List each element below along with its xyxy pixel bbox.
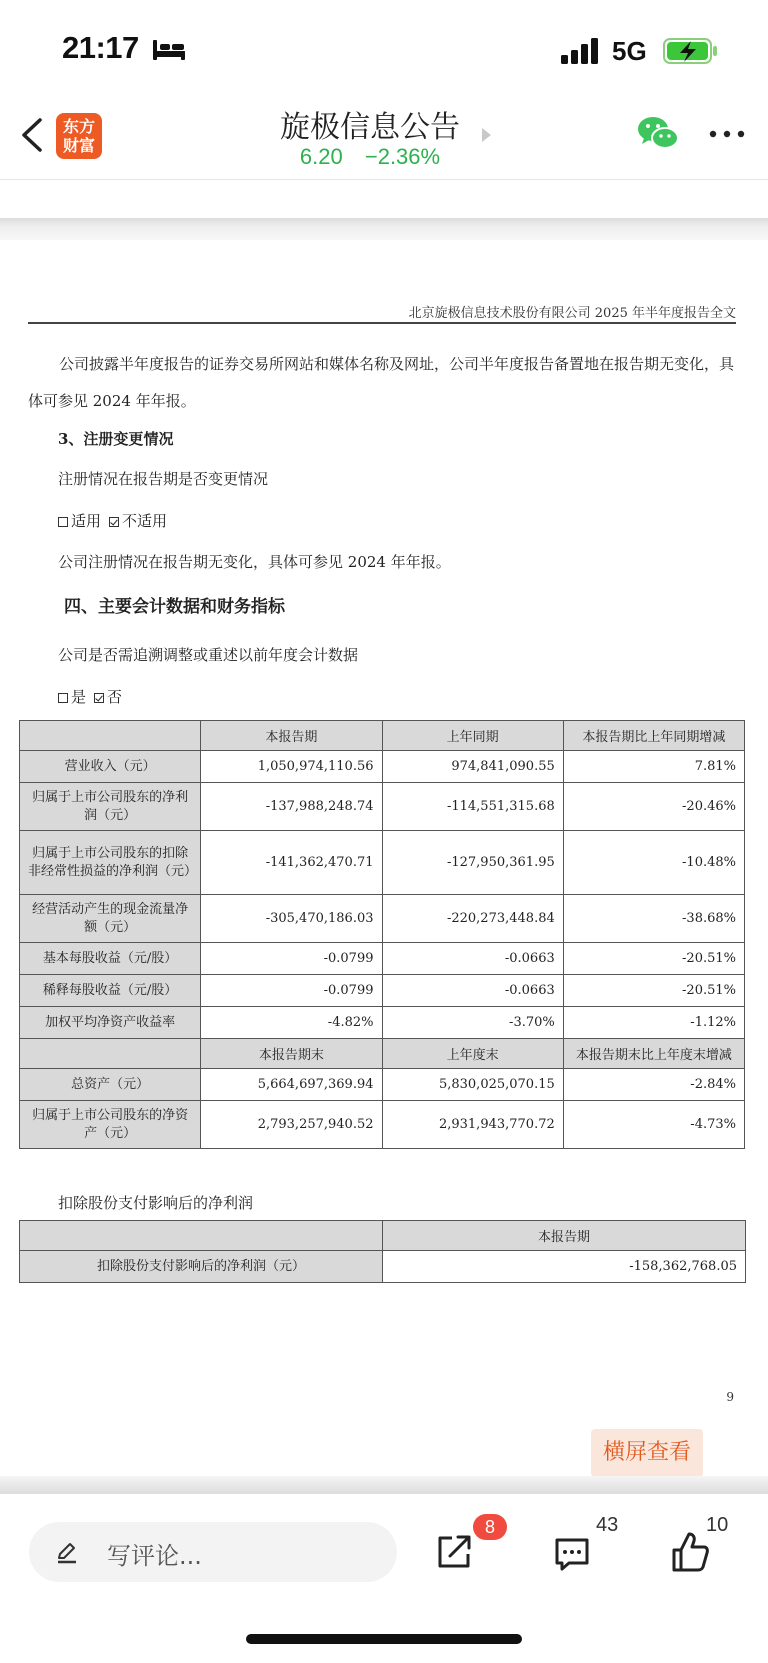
sleep-mode-icon	[152, 38, 186, 62]
section-3-title: 3、注册变更情况	[58, 430, 174, 448]
table-cell: -0.0799	[201, 975, 382, 1007]
comment-input[interactable]	[29, 1522, 397, 1582]
caret-right-icon[interactable]	[482, 128, 491, 142]
home-indicator[interactable]	[246, 1634, 522, 1644]
table-cell: 2,793,257,940.52	[201, 1101, 382, 1149]
table-header-cell	[20, 1039, 201, 1069]
row-label: 加权平均净资产收益率	[20, 1007, 201, 1039]
row-label: 扣除股份支付影响后的净利润（元）	[20, 1251, 383, 1283]
row-label: 总资产（元）	[20, 1069, 201, 1101]
table-row	[20, 975, 745, 1007]
comment-placeholder: 写评论...	[107, 1542, 202, 1570]
status-bar	[0, 0, 768, 100]
share-icon[interactable]	[434, 1532, 474, 1572]
checkbox-checked	[109, 517, 119, 527]
financial-data-table	[19, 720, 745, 1149]
row-label: 归属于上市公司股东的净利润（元）	[20, 783, 201, 831]
back-icon[interactable]	[14, 112, 50, 158]
restatement-options	[58, 680, 122, 714]
table-cell: -0.0663	[382, 943, 563, 975]
table-header-cell: 本报告期末	[201, 1039, 382, 1069]
app-logo[interactable]	[56, 113, 102, 159]
table-cell: -0.0799	[201, 943, 382, 975]
section-4-title: 四、主要会计数据和财务指标	[64, 597, 285, 617]
table-cell: -127,950,361.95	[382, 831, 563, 895]
section-3-note: 公司注册情况在报告期无变化，具体可参见 2024 年年报。	[58, 553, 451, 571]
row-label: 基本每股收益（元/股）	[20, 943, 201, 975]
section-3-question: 注册情况在报告期是否变更情况	[58, 470, 269, 488]
table-row	[20, 895, 745, 943]
paragraph-disclosure: 公司披露半年度报告的证券交易所网站和媒体名称及网址，公司半年度报告备置地在报告期无变化，具体可参见 2024 年年报。	[28, 355, 735, 410]
table-header-cell	[20, 1221, 383, 1251]
table-cell: -141,362,470.71	[201, 831, 382, 895]
document-page[interactable]	[0, 240, 768, 1478]
landscape-view-button[interactable]: 横屏查看	[591, 1429, 703, 1477]
more-icon[interactable]	[707, 124, 747, 144]
table-cell: 5,830,025,070.15	[382, 1069, 563, 1101]
report-header: 北京旋极信息技术股份有限公司 2025 年半年度报告全文	[408, 306, 736, 321]
stock-quote[interactable]	[200, 144, 540, 170]
table-cell: -20.51%	[563, 943, 744, 975]
table-cell: -305,470,186.03	[201, 895, 382, 943]
table-cell: -3.70%	[382, 1007, 563, 1039]
table-cell: 1,050,974,110.56	[201, 751, 382, 783]
table-cell: -220,273,448.84	[382, 895, 563, 943]
status-time: 21:17	[62, 30, 139, 65]
section-4-question: 公司是否需追溯调整或重述以前年度会计数据	[58, 646, 359, 664]
row-label: 稀释每股收益（元/股）	[20, 975, 201, 1007]
share-count-badge: 8	[473, 1514, 507, 1540]
table-row	[20, 831, 745, 895]
net-profit-table	[19, 1220, 746, 1283]
stock-price: 6.20	[299, 144, 343, 169]
table-header-cell: 上年同期	[382, 721, 563, 751]
option-yes: 是	[71, 688, 87, 706]
checkbox-checked	[94, 693, 104, 703]
table-cell: -38.68%	[563, 895, 744, 943]
row-label: 营业收入（元）	[20, 751, 201, 783]
wechat-icon[interactable]	[636, 114, 680, 152]
table-row	[20, 1069, 745, 1101]
page-title: 旋极信息公告	[280, 110, 460, 145]
logo-text-line1: 东方	[62, 117, 95, 136]
table-row	[20, 751, 745, 783]
network-type: 5G	[612, 36, 647, 66]
comment-icon[interactable]	[552, 1534, 592, 1574]
option-no: 否	[107, 688, 123, 706]
table-header-cell: 上年度末	[382, 1039, 563, 1069]
table-cell: 974,841,090.55	[382, 751, 563, 783]
table-cell: 5,664,697,369.94	[201, 1069, 382, 1101]
table-row	[20, 1251, 746, 1283]
table-row	[20, 943, 745, 975]
pencil-icon	[55, 1540, 79, 1564]
table-cell: -10.48%	[563, 831, 744, 895]
table-cell: -4.73%	[563, 1101, 744, 1149]
table-header-cell	[20, 721, 201, 751]
option-not-applicable: 不适用	[122, 512, 168, 530]
table-cell: -20.51%	[563, 975, 744, 1007]
page-divider	[0, 218, 768, 240]
table-header-cell: 本报告期	[201, 721, 382, 751]
table-cell: -1.12%	[563, 1007, 744, 1039]
row-label: 经营活动产生的现金流量净额（元）	[20, 895, 201, 943]
table-row	[20, 1007, 745, 1039]
table-header-cell: 本报告期	[383, 1221, 746, 1251]
table-cell: -20.46%	[563, 783, 744, 831]
logo-text-line2: 财富	[62, 136, 95, 155]
table-cell: -114,551,315.68	[382, 783, 563, 831]
row-label: 归属于上市公司股东的净资产（元）	[20, 1101, 201, 1149]
table-header-cell: 本报告期末比上年度末增减	[563, 1039, 744, 1069]
table-row	[20, 783, 745, 831]
stock-change: −2.36%	[364, 144, 441, 169]
comment-count: 43	[596, 1514, 619, 1536]
table-cell: 2,931,943,770.72	[382, 1101, 563, 1149]
table-cell: -137,988,248.74	[201, 783, 382, 831]
option-applicable: 适用	[71, 512, 102, 530]
checkbox-unchecked	[58, 693, 68, 703]
share-payment-note: 扣除股份支付影响后的净利润	[58, 1194, 254, 1212]
header-rule	[28, 322, 736, 324]
bottom-action-bar	[0, 1494, 768, 1663]
checkbox-unchecked	[58, 517, 68, 527]
row-label: 归属于上市公司股东的扣除非经常性损益的净利润（元）	[20, 831, 201, 895]
like-count: 10	[706, 1514, 729, 1536]
table-cell: -0.0663	[382, 975, 563, 1007]
page-number: 9	[726, 1390, 734, 1404]
battery-charging-icon	[663, 38, 719, 64]
page-divider	[0, 1476, 768, 1494]
table-row	[20, 1101, 745, 1149]
table-cell: -2.84%	[563, 1069, 744, 1101]
signal-icon	[561, 38, 601, 64]
registration-options	[58, 504, 167, 538]
table-cell: -158,362,768.05	[383, 1251, 746, 1283]
table-header-cell: 本报告期比上年同期增减	[563, 721, 744, 751]
table-cell: -4.82%	[201, 1007, 382, 1039]
thumbs-up-icon[interactable]	[670, 1530, 710, 1574]
table-cell: 7.81%	[563, 751, 744, 783]
nav-bar	[0, 100, 768, 180]
